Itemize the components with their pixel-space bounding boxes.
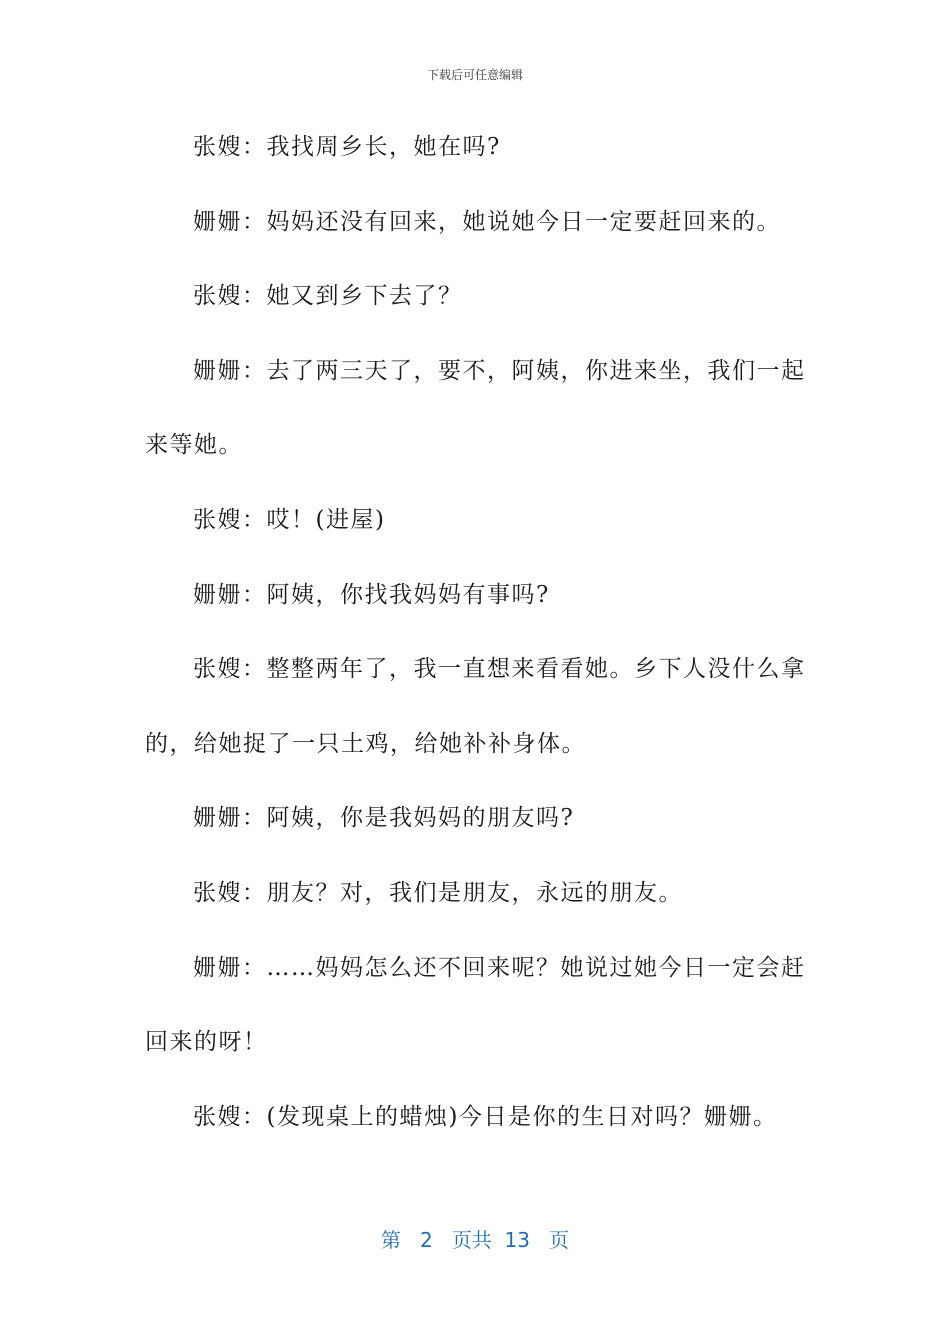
dialogue-line: 姗姗：妈妈还没有回来，她说她今日一定要赶回来的。: [193, 208, 781, 235]
document-body: [145, 110, 805, 1154]
page-footer: [0, 1224, 950, 1253]
dialogue-line: 张嫂：她又到乡下去了？: [193, 283, 463, 310]
dialogue-line: 张嫂：整整两年了，我一直想来看看她。乡下人没什么拿: [193, 656, 806, 683]
dialogue-line: 姗姗：去了两三天了，要不，阿姨，你进来坐，我们一起: [193, 357, 806, 384]
dialogue-line-continuation: 回来的呀！: [145, 1029, 268, 1056]
dialogue-line: 张嫂：我找周乡长，她在吗?: [193, 134, 501, 160]
dialogue-line-continuation: 来等她。: [145, 432, 243, 459]
header-note: 下载后可任意编辑: [426, 68, 523, 82]
footer-middle: 页共: [451, 1228, 492, 1252]
footer-prefix: 第: [380, 1228, 401, 1252]
dialogue-line: 姗姗：阿姨，你找我妈妈有事吗?: [193, 581, 550, 608]
dialogue-line: 姗姗：阿姨，你是我妈妈的朋友吗?: [193, 805, 575, 832]
dialogue-line: 张嫂：(发现桌上的蜡烛)今日是你的生日对吗？姗姗。: [193, 1103, 778, 1130]
footer-suffix: 页: [549, 1228, 570, 1252]
dialogue-line: 姗姗：……妈妈怎么还不回来呢？她说过她今日一定会赶: [193, 954, 806, 981]
total-pages: 13: [504, 1228, 530, 1252]
dialogue-line: 张嫂：朋友？对，我们是朋友，永远的朋友。: [193, 879, 683, 906]
dialogue-line-continuation: 的，给她捉了一只土鸡，给她补补身体。: [145, 730, 586, 757]
current-page-number: 2: [420, 1228, 433, 1252]
dialogue-line: 张嫂：哎！(进屋): [193, 506, 386, 533]
